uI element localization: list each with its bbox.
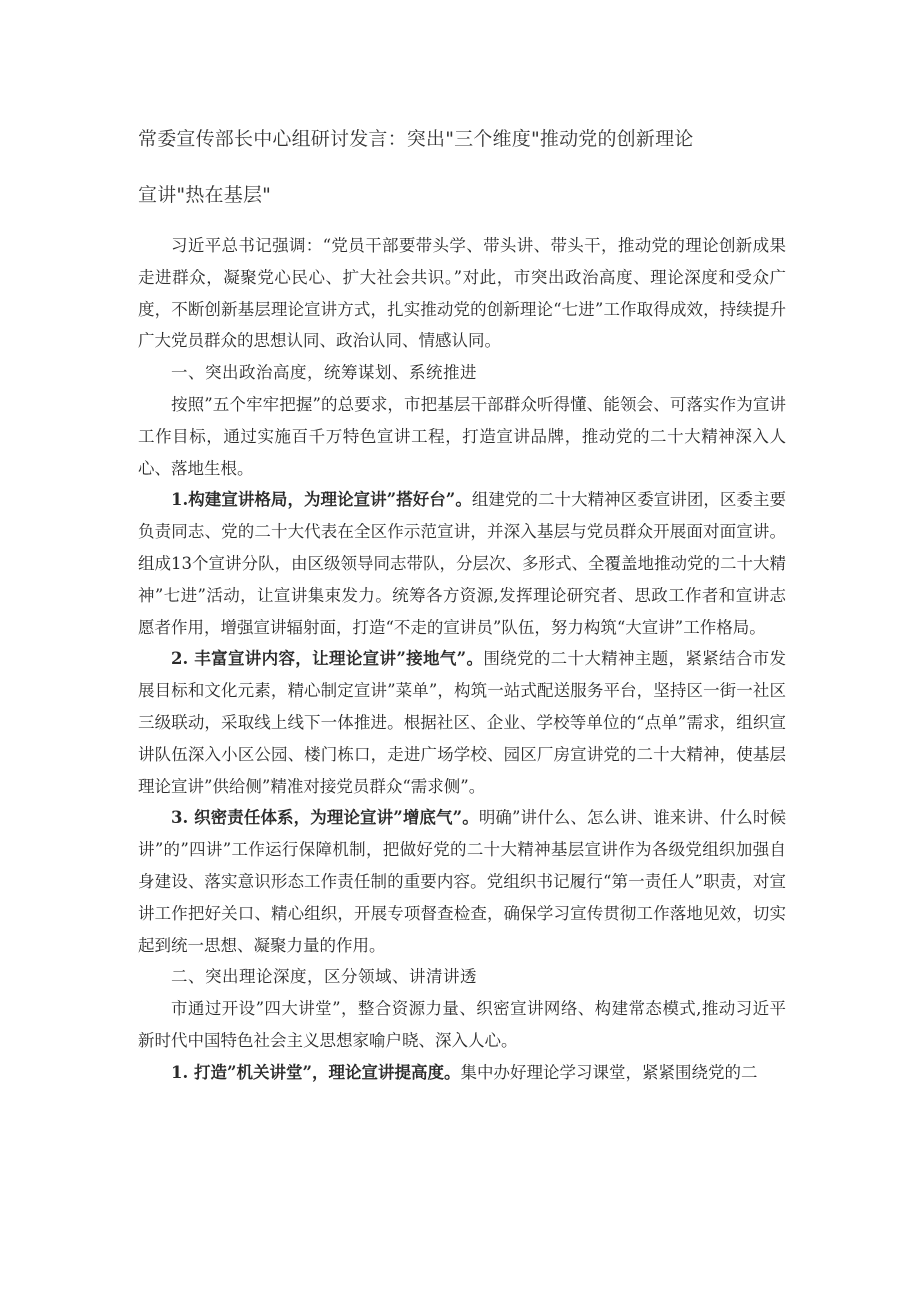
document-title-line2: 宣讲"热在基层" (138, 184, 272, 206)
item-text: 集中办好理论学习课堂，紧紧围绕党的二 (460, 1062, 758, 1082)
section-1-item-1 (138, 484, 786, 643)
document-title-line1: 常委宣传部长中心组研讨发言：突出"三个维度"推动党的创新理论 (138, 128, 694, 150)
section-heading-1: 一、突出政治高度，统筹谋划、系统推进 (171, 363, 477, 383)
item-lead: 2. 丰富宣讲内容，让理论宣讲”接地气”。 (171, 649, 484, 669)
section-2-item-1 (138, 1057, 786, 1089)
item-lead: 3. 织密责任体系，为理论宣讲”增底气”。 (171, 808, 479, 828)
document-body (138, 230, 786, 1089)
section-1-paragraph: 按照”五个牢牢把握”的总要求，市把基层干部群众听得懂、能领会、可落实作为宣讲工作目标，通过实施百千万特色宣讲工程，打造宣讲品牌，推动党的二十大精神深入人心、落地生根。 (138, 394, 786, 478)
item-text: 围绕党的二十大精神主题，紧紧结合市发展目标和文化元素，精心制定宣讲”菜单”，构筑一站式配送服务平台，坚持区一街一社区三级联动，采取线上线下一体推进。根据社区、企业、学校等单位的“点单”需求，组织宣讲队伍深入小区公园、楼门栋口，走进广场学校、园区厂房宣讲党的二十大精神，使基层理论宣讲”供给侧”精准对接党员群众“需求侧”。 (138, 649, 787, 796)
item-lead: 1.构建宣讲格局，为理论宣讲”搭好台”。 (171, 490, 472, 510)
section-2-paragraph: 市通过开设”四大讲堂”，整合资源力量、织密宣讲网络、构建常态模式,推动习近平新时代中国特色社会主义思想家喻户晓、深入人心。 (138, 999, 786, 1050)
section-1-item-2 (138, 643, 786, 802)
section-heading-2: 二、突出理论深度，区分领域、讲清讲透 (171, 967, 477, 987)
item-text: 明确”讲什么、怎么讲、谁来讲、什么时候讲”的”四讲”工作运行保障机制，把做好党的二十大精神基层宣讲作为各级党组织加强自身建设、落实意识形态工作责任制的重要内容。党组织书记履行“第一责任人”职责，对宣讲工作把好关口、精心组织，开展专项督查检查，确保学习宣传贯彻工作落地见效，切实起到统一思想、凝聚力量的作用。 (138, 808, 787, 955)
item-lead: 1. 打造”机关讲堂”，理论宣讲提高度。 (171, 1062, 461, 1082)
intro-paragraph: 习近平总书记强调：“党员干部要带头学、带头讲、带头干，推动党的理论创新成果走进群众，凝聚党心民心、扩大社会共识。”对此，市突出政治高度、理论深度和受众广度，不断创新基层理论宣讲方式，扎实推动党的创新理论“七进”工作取得成效，持续提升广大党员群众的思想认同、政治认同、情感认同。 (138, 236, 786, 351)
section-1-item-3 (138, 802, 786, 961)
item-text: 组建党的二十大精神区委宣讲团，区委主要负责同志、党的二十大代表在全区作示范宣讲，并深入基层与党员群众开展面对面宣讲。组成13个宣讲分队，由区级领导同志带队，分层次、多形式、全覆盖地推动党的二十大精神”七进”活动，让宣讲集束发力。统筹各方资源,发挥理论研究者、思政工作者和宣讲志愿者作用，增强宣讲辐射面，打造“不走的宣讲员”队伍，努力构筑“大宣讲”工作格局。 (138, 490, 786, 637)
